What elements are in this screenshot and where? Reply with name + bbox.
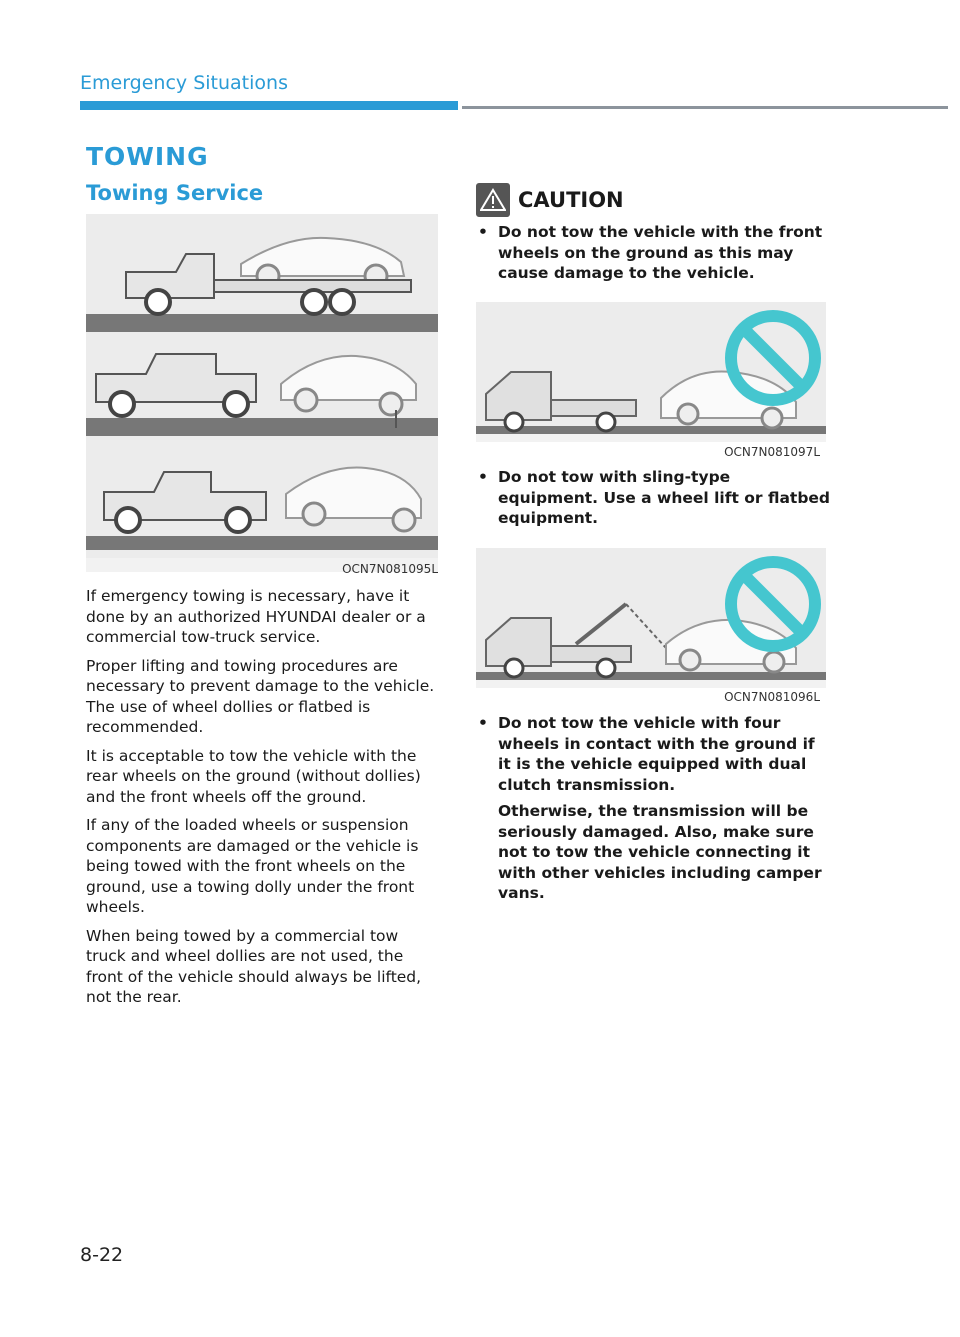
caution-item bbox=[476, 467, 832, 535]
bullet-symbol: • bbox=[478, 714, 488, 732]
page-number: 8-22 bbox=[80, 1244, 124, 1266]
header-rule bbox=[462, 106, 948, 109]
bullet-symbol: • bbox=[478, 468, 488, 486]
caution-item bbox=[476, 713, 832, 910]
caution-text: Do not tow the vehicle with the front wheels on the ground as this may cause damage to the vehicle. bbox=[498, 223, 823, 282]
caution-label: CAUTION bbox=[518, 188, 624, 212]
header-accent-bar bbox=[80, 101, 458, 110]
caution-item bbox=[476, 222, 832, 290]
page-title: TOWING bbox=[86, 142, 209, 171]
bullet-symbol: • bbox=[478, 223, 488, 241]
paragraph: If emergency towing is necessary, have it done by an authorized HYUNDAI dealer or a commercial tow-truck service. bbox=[86, 587, 426, 646]
prohibited-sling-towing-illustration bbox=[476, 548, 826, 688]
paragraph: When being towed by a commercial tow truck and wheel dollies are not used, the front of the vehicle should always be lifted, not the rear. bbox=[86, 926, 422, 1006]
paragraph: It is acceptable to tow the vehicle with the rear wheels on the ground (without dollies) and the front wheels off the ground. bbox=[86, 746, 421, 806]
caution-heading bbox=[476, 183, 624, 217]
towing-methods-illustration bbox=[86, 214, 438, 572]
figure-code: OCN7N081095L bbox=[342, 562, 438, 576]
section-subtitle: Towing Service bbox=[86, 181, 264, 205]
prohibited-towing-front-wheels-illustration bbox=[476, 302, 826, 442]
caution-text: Otherwise, the transmission will be seriously damaged. Also, make sure not to tow the vehicle connecting it with other vehicles including camper vans. bbox=[498, 802, 822, 902]
section-header: Emergency Situations bbox=[80, 72, 288, 94]
warning-icon bbox=[476, 183, 510, 217]
paragraph: If any of the loaded wheels or suspension components are damaged or the vehicle is being towed with the front wheels on the ground, use a towing dolly under the front wheels. bbox=[86, 816, 419, 916]
caution-text: Do not tow with sling-type equipment. Use a wheel lift or flatbed equipment. bbox=[498, 468, 831, 527]
paragraph: Proper lifting and towing procedures are necessary to prevent damage to the vehicle. The use of wheel dollies or flatbed is recommended. bbox=[86, 656, 435, 736]
figure-code: OCN7N081096L bbox=[724, 690, 820, 704]
figure-code: OCN7N081097L bbox=[724, 445, 820, 459]
body-text bbox=[86, 586, 438, 1016]
caution-text: Do not tow the vehicle with four wheels in contact with the ground if it is the vehicle equipped with dual clutch transmission. bbox=[498, 714, 815, 794]
